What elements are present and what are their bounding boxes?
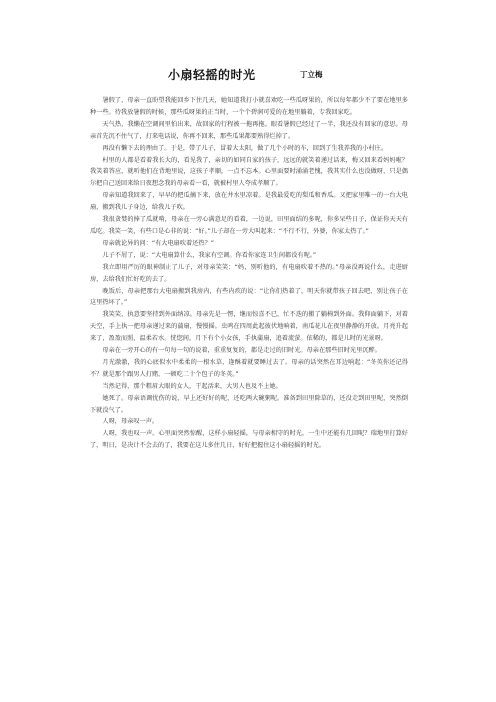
paragraph: 天气热，我懒在空调间里怕出来，故回家的行程被一拖再拖。眼看暑假已经过了一半，我还没有回家的意思。母亲首先沉不住气了，打来电话说，你再不回来，那些瓜果都要熟得烂掉了。 xyxy=(90,120,408,140)
paragraph: 母亲知道我回来了，早早的把瓜摘下来，放在井水里凉着。是我最爱吃的梨瓜和香瓜。又把家里唯一的一台大电扇，搬到我儿子身边，给我儿子吹。 xyxy=(90,192,408,212)
paragraph: 儿子不屑了，说：“大电扇算什么，我家有空调。你看你家连卫生间都没有呢。” xyxy=(102,251,317,259)
paragraph: 人呀，母亲叹一声。 xyxy=(102,418,159,426)
paragraph: 母亲就论异的问：“有大电扇吹着还热？” xyxy=(102,239,214,247)
paragraph: 月光澈澈，我的心底似水中柔柔的一根水草，逢酥着就要睡过去了。母亲的话突然在耳边响起：“冬英你还记得不？就是那个跟男人打赌，一顿吃二十个包子的冬英。” xyxy=(90,358,408,378)
paragraph: 母亲在一旁开心的有一句每一句的说着，重重复复的，都是走过的旧时光。母亲在那些旧时光里沉醉。 xyxy=(102,347,381,355)
paragraph: 我很贪婪的捧了瓜就啃，母亲在一旁心满意足的看着，一边说，田里面结的多呢，你多呆些日子，保证你天天有瓜吃。我笑一笑，有些口是心非的说：“好。”儿子却在一旁大叫起来：“不行不行，外婆，你家太热了。” xyxy=(90,216,408,235)
paragraph: 我笑笑，执意要坚持到外面纳凉。母亲先是一愣，继而惊喜不已，忙不迭的搬了躺椅到外面。我仰面躺下，对着天空，手上执一把母亲递过来的蒲扇，慢慢摇。虫鸣在四周此起彼伏地响着，南瓜花儿在夜里静静的开放。月亮升起来了，盈盈而照，温柔若水。恍惚间，月下有个小女孩，手执蒲扇，追着流萤。依稀的，都是儿时的光景呀。 xyxy=(90,311,408,343)
document-title: 小扇轻摇的时光 xyxy=(168,68,256,82)
paragraph: 我立即用严厉的眼神制止了儿子，对母亲笑笑：“妈，别听他的，有电扇吹着不热的。”母亲没再说什么，走进厨房，去给我们忙好吃的去了。 xyxy=(90,263,408,283)
paragraph: 晚饭后，母亲把那台大电扇搬到我房内，有些内疚的说：“让你们热着了，明天你就带孩子回去吧，别让孩子在这里热坏了。” xyxy=(90,287,408,307)
paragraph: 再没有懒下去的理由了。于是，带了儿子，冒着大太阳，做了几个小时的车，回到了生我养我的小村庄。 xyxy=(102,144,388,152)
title-row xyxy=(0,64,496,84)
paragraph: 村里的人都是看着我长大的，看见我了，亲切的如同自家的孩子，远远的就笑着递过话来，梅又回来看妈妈啦？我笑着答应，就听他们在背地里说，这孩子孝顺，一点不忘本。心里面要时涌涌老愧，我其实什么也没做呀，只是偶尔把自己送回来给日夜想念我的母亲看一看，就被村里人夸成孝顺了。 xyxy=(90,156,408,188)
paragraph: 暑假了，母亲一直盼望我能回乡下住几天，她知道我打小就喜欢吃一些瓜呀果的，所以每年都少不了要在地里多种一些。待我放暑假的时候，那些瓜呀果的正当时，一个个碧润可爱的在地里躺着，专我回家吃。 xyxy=(90,97,408,116)
paragraph: 当然记得，那个粗眉大眼的女人，干起活来，大男人也及不上她。 xyxy=(102,382,282,390)
document-author: 丁立梅 xyxy=(300,70,323,79)
paragraph: 她死了。母亲语调忧伤的说，早上还好好的呢，还吃两大碗粥呢。准备到田里除草的，还没走到田里呢，突然倒下就没气了。 xyxy=(90,394,408,414)
article-body xyxy=(90,95,408,452)
paragraph: 人呀，我也叹一声。心里面突然惊醒，这样小扇轻摇，与母亲相守的时光，一生中还能有几回呢？瑞地里打算好了，明日，是决计不会去的了，我要在这儿多住几日，好好把握住这小扇轻摇的时光。 xyxy=(90,430,408,450)
